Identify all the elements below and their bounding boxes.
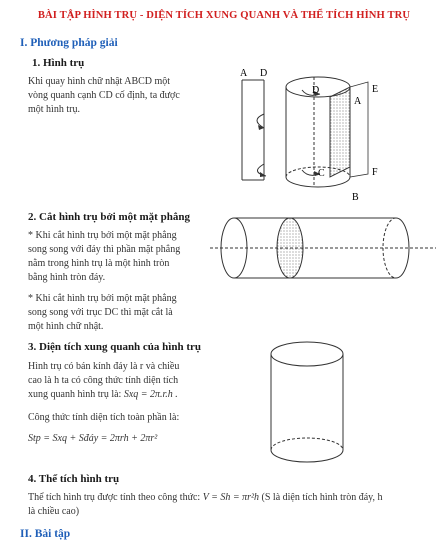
heading-volume: 4. Thể tích hình trụ: [28, 473, 120, 485]
paragraph-lateral-area: [28, 360, 238, 402]
volume-note-cont: là chiều cao): [28, 506, 80, 517]
text-line: song song với đáy thì phần mặt phẳng: [28, 244, 181, 255]
figure-upright-cylinder: [262, 338, 352, 468]
label-a1: A: [240, 68, 248, 79]
label-d1: D: [260, 68, 268, 79]
total-area-text: Công thức tính diện tích toàn phần là:: [28, 412, 180, 423]
paragraph-cylinder: [28, 75, 228, 117]
text-line: một hình chữ nhật.: [28, 321, 104, 332]
volume-note: (S là diện tích hình tròn đáy, h: [261, 492, 383, 503]
text-line: nằm trong hình trụ là một hình tròn: [28, 258, 170, 269]
volume-text: Thể tích hình trụ được tính theo công thức:: [28, 492, 201, 503]
heading-cylinder: 1. Hình trụ: [32, 57, 85, 69]
total-area-formula: Stp = Sxq + Sđáy = 2πrh + 2πr²: [28, 433, 158, 444]
label-f: F: [372, 167, 378, 178]
page-title: BÀI TẬP HÌNH TRỤ - DIỆN TÍCH XUNG QUANH VÀ THỂ TÍCH HÌNH TRỤ: [37, 10, 411, 21]
heading-lateral-area: 3. Diện tích xung quanh của hình trụ: [28, 341, 201, 353]
volume-formula: V = Sh = πr²h: [202, 492, 260, 503]
text-line: Hình trụ có bán kính đáy là r và chiều: [28, 361, 180, 372]
section-heading-methods: I. Phương pháp giải: [20, 37, 118, 49]
paragraph-cut-parallel-axis: [28, 292, 228, 334]
lateral-area-text: xung quanh hình trụ là:: [28, 389, 122, 400]
text-line: cao là h ta có công thức tính diện tích: [28, 375, 179, 386]
text-line: bằng hình tròn đáy.: [28, 272, 106, 283]
text-line: song song với trục DC thì mặt cắt là: [28, 307, 173, 318]
label-a2: A: [354, 96, 362, 107]
text-line: [28, 388, 238, 402]
heading-cut-cylinder: 2. Cắt hình trụ bởi một mặt phẳng: [28, 211, 190, 223]
figure-horizontal-cylinder: [208, 212, 438, 286]
label-d2: D: [312, 85, 320, 96]
paragraph-volume: [28, 491, 444, 505]
text-line: * Khi cắt hình trụ bởi một mặt phẳng: [28, 230, 177, 241]
text-line: một hình trụ.: [28, 104, 80, 115]
label-e: E: [372, 84, 379, 95]
figure-rotating-rectangle: [228, 62, 428, 210]
section-heading-exercises: II. Bài tập: [20, 528, 71, 540]
paragraph-cut-parallel-base: [28, 229, 228, 285]
lateral-area-formula: Sxq = 2π.r.h .: [123, 389, 178, 400]
text-line: Khi quay hình chữ nhật ABCD một: [28, 76, 171, 87]
text-line: * Khi cắt hình trụ bởi một mặt phẳng: [28, 293, 177, 304]
label-b: B: [352, 192, 359, 203]
text-line: vòng quanh cạnh CD cố định, ta được: [28, 90, 180, 101]
label-c: C: [318, 168, 325, 179]
